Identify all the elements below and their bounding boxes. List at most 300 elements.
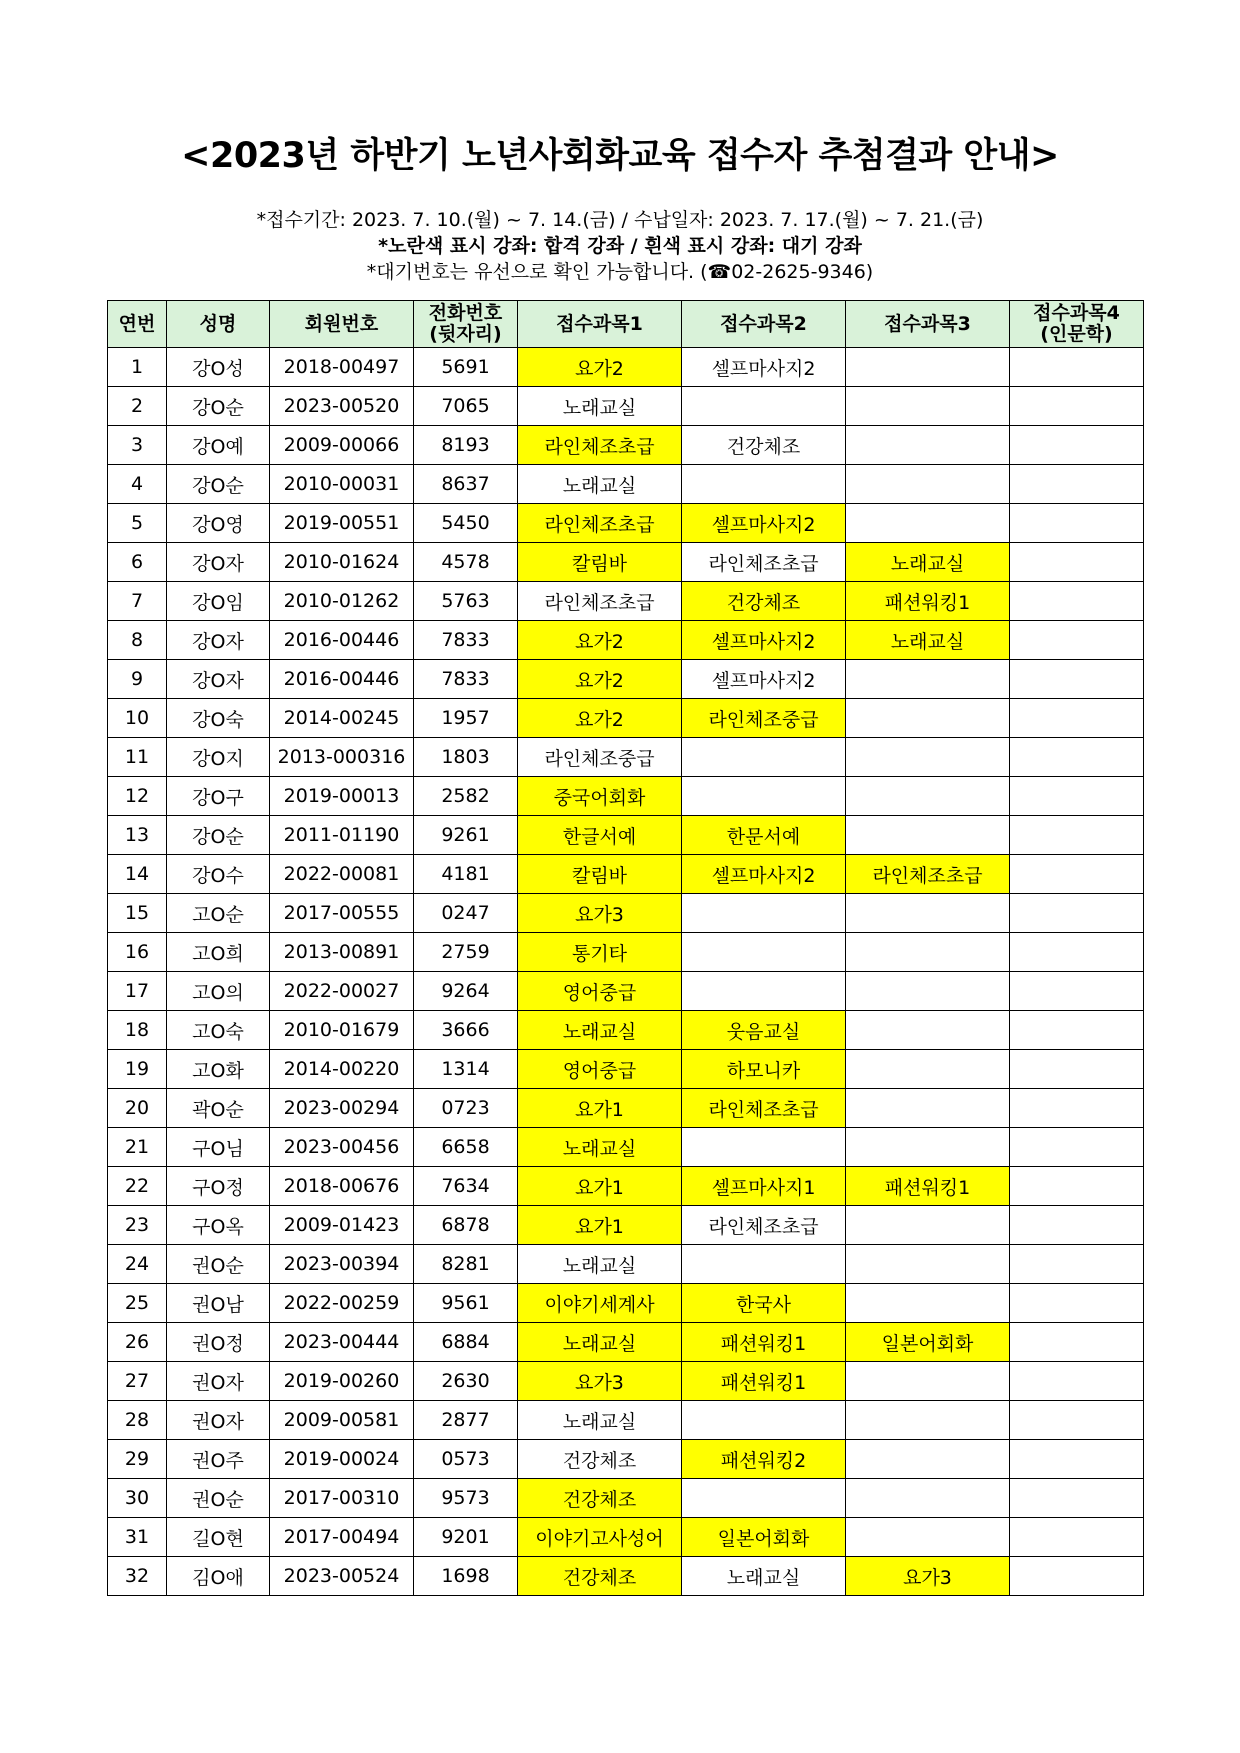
cell-course-1: 건강체조 <box>518 1557 682 1596</box>
cell-name: 곽O순 <box>167 1089 270 1128</box>
table-row <box>108 543 1144 582</box>
cell-no: 29 <box>108 1440 167 1479</box>
cell-member-no: 2017-00494 <box>270 1518 414 1557</box>
table-row <box>108 1206 1144 1245</box>
cell-no: 25 <box>108 1284 167 1323</box>
cell-no: 31 <box>108 1518 167 1557</box>
cell-phone: 2759 <box>414 933 518 972</box>
table-row <box>108 1245 1144 1284</box>
cell-course-3 <box>846 933 1010 972</box>
table-header-row <box>108 301 1144 348</box>
cell-member-no: 2010-01262 <box>270 582 414 621</box>
cell-phone: 6884 <box>414 1323 518 1362</box>
cell-course-4 <box>1010 1479 1144 1518</box>
cell-name: 강O숙 <box>167 699 270 738</box>
cell-course-3 <box>846 1128 1010 1167</box>
cell-no: 26 <box>108 1323 167 1362</box>
cell-course-3 <box>846 1206 1010 1245</box>
header-course-4: 접수과목4 (인문학) <box>1010 301 1144 348</box>
cell-course-2 <box>682 738 846 777</box>
cell-course-1: 중국어회화 <box>518 777 682 816</box>
cell-course-1: 요가3 <box>518 894 682 933</box>
cell-name: 권O순 <box>167 1245 270 1284</box>
cell-member-no: 2023-00520 <box>270 387 414 426</box>
notice-legend: *노란색 표시 강좌: 합격 강좌 / 흰색 표시 강좌: 대기 강좌 <box>378 235 862 257</box>
cell-course-3 <box>846 1362 1010 1401</box>
cell-member-no: 2009-01423 <box>270 1206 414 1245</box>
header-course-3: 접수과목3 <box>846 301 1010 348</box>
cell-phone: 7833 <box>414 621 518 660</box>
cell-course-3 <box>846 465 1010 504</box>
table-row <box>108 1323 1144 1362</box>
cell-phone: 8637 <box>414 465 518 504</box>
cell-member-no: 2019-00013 <box>270 777 414 816</box>
cell-course-2 <box>682 465 846 504</box>
cell-no: 16 <box>108 933 167 972</box>
cell-course-3 <box>846 387 1010 426</box>
cell-course-2: 라인체조중급 <box>682 699 846 738</box>
cell-course-3: 일본어회화 <box>846 1323 1010 1362</box>
cell-phone: 1957 <box>414 699 518 738</box>
table-row <box>108 1401 1144 1440</box>
cell-course-1: 노래교실 <box>518 1245 682 1284</box>
cell-name: 고O숙 <box>167 1011 270 1050</box>
cell-no: 12 <box>108 777 167 816</box>
cell-course-4 <box>1010 738 1144 777</box>
cell-phone: 9201 <box>414 1518 518 1557</box>
cell-course-3 <box>846 1245 1010 1284</box>
cell-course-3 <box>846 1089 1010 1128</box>
cell-course-3 <box>846 504 1010 543</box>
cell-no: 19 <box>108 1050 167 1089</box>
table-row <box>108 504 1144 543</box>
cell-name: 강O구 <box>167 777 270 816</box>
cell-name: 강O성 <box>167 348 270 387</box>
cell-course-2 <box>682 972 846 1011</box>
cell-course-3: 패션워킹1 <box>846 582 1010 621</box>
cell-course-4 <box>1010 1206 1144 1245</box>
cell-member-no: 2017-00310 <box>270 1479 414 1518</box>
cell-name: 구O옥 <box>167 1206 270 1245</box>
cell-name: 구O정 <box>167 1167 270 1206</box>
cell-course-3 <box>846 816 1010 855</box>
cell-course-4 <box>1010 816 1144 855</box>
cell-course-1: 요가2 <box>518 348 682 387</box>
table-row <box>108 1479 1144 1518</box>
cell-course-4 <box>1010 1557 1144 1596</box>
cell-member-no: 2019-00551 <box>270 504 414 543</box>
cell-no: 27 <box>108 1362 167 1401</box>
cell-member-no: 2022-00259 <box>270 1284 414 1323</box>
cell-course-4 <box>1010 1440 1144 1479</box>
cell-member-no: 2013-000316 <box>270 738 414 777</box>
table-row <box>108 582 1144 621</box>
cell-course-1: 라인체조초급 <box>518 426 682 465</box>
cell-course-4 <box>1010 1167 1144 1206</box>
cell-member-no: 2018-00497 <box>270 348 414 387</box>
header-name: 성명 <box>167 301 270 348</box>
cell-no: 20 <box>108 1089 167 1128</box>
cell-course-4 <box>1010 1284 1144 1323</box>
cell-course-1: 노래교실 <box>518 1323 682 1362</box>
cell-course-3 <box>846 1050 1010 1089</box>
notice-waitlist: *대기번호는 유선으로 확인 가능합니다. (☎02-2625-9346) <box>366 261 874 283</box>
header-phone: 전화번호 (뒷자리) <box>414 301 518 348</box>
cell-name: 고O순 <box>167 894 270 933</box>
cell-course-2: 한문서예 <box>682 816 846 855</box>
cell-phone: 4181 <box>414 855 518 894</box>
cell-course-4 <box>1010 582 1144 621</box>
cell-phone: 5450 <box>414 504 518 543</box>
cell-course-1: 노래교실 <box>518 1128 682 1167</box>
cell-course-2 <box>682 1245 846 1284</box>
cell-no: 17 <box>108 972 167 1011</box>
cell-name: 고O화 <box>167 1050 270 1089</box>
cell-member-no: 2023-00394 <box>270 1245 414 1284</box>
cell-member-no: 2019-00024 <box>270 1440 414 1479</box>
cell-member-no: 2016-00446 <box>270 621 414 660</box>
cell-course-3 <box>846 348 1010 387</box>
results-table <box>107 300 1144 1596</box>
table-row <box>108 699 1144 738</box>
cell-course-2 <box>682 894 846 933</box>
cell-name: 강O임 <box>167 582 270 621</box>
cell-no: 9 <box>108 660 167 699</box>
cell-course-4 <box>1010 933 1144 972</box>
cell-member-no: 2013-00891 <box>270 933 414 972</box>
cell-no: 28 <box>108 1401 167 1440</box>
cell-no: 18 <box>108 1011 167 1050</box>
table-row <box>108 1089 1144 1128</box>
cell-name: 권O남 <box>167 1284 270 1323</box>
cell-course-3: 노래교실 <box>846 543 1010 582</box>
cell-name: 강O예 <box>167 426 270 465</box>
cell-no: 8 <box>108 621 167 660</box>
table-row <box>108 348 1144 387</box>
cell-member-no: 2023-00444 <box>270 1323 414 1362</box>
table-row <box>108 1167 1144 1206</box>
cell-phone: 5763 <box>414 582 518 621</box>
cell-name: 강O영 <box>167 504 270 543</box>
cell-phone: 9561 <box>414 1284 518 1323</box>
cell-course-2 <box>682 1401 846 1440</box>
cell-course-1: 요가3 <box>518 1362 682 1401</box>
cell-course-2: 셀프마사지2 <box>682 660 846 699</box>
cell-course-1: 라인체조초급 <box>518 582 682 621</box>
cell-phone: 8281 <box>414 1245 518 1284</box>
cell-course-4 <box>1010 894 1144 933</box>
cell-course-1: 요가2 <box>518 660 682 699</box>
header-course-1: 접수과목1 <box>518 301 682 348</box>
cell-no: 23 <box>108 1206 167 1245</box>
cell-member-no: 2022-00027 <box>270 972 414 1011</box>
cell-course-3 <box>846 1284 1010 1323</box>
cell-phone: 7833 <box>414 660 518 699</box>
cell-no: 5 <box>108 504 167 543</box>
cell-course-4 <box>1010 660 1144 699</box>
cell-phone: 1698 <box>414 1557 518 1596</box>
cell-no: 2 <box>108 387 167 426</box>
cell-course-1: 노래교실 <box>518 1401 682 1440</box>
cell-course-3 <box>846 738 1010 777</box>
cell-course-1: 이야기세계사 <box>518 1284 682 1323</box>
cell-member-no: 2019-00260 <box>270 1362 414 1401</box>
cell-phone: 0573 <box>414 1440 518 1479</box>
cell-course-2: 노래교실 <box>682 1557 846 1596</box>
cell-course-1: 노래교실 <box>518 465 682 504</box>
cell-name: 강O순 <box>167 816 270 855</box>
table-row <box>108 1011 1144 1050</box>
cell-name: 권O자 <box>167 1362 270 1401</box>
cell-course-3 <box>846 1401 1010 1440</box>
cell-name: 김O애 <box>167 1557 270 1596</box>
cell-member-no: 2023-00294 <box>270 1089 414 1128</box>
cell-phone: 8193 <box>414 426 518 465</box>
cell-course-4 <box>1010 1245 1144 1284</box>
header-course-2: 접수과목2 <box>682 301 846 348</box>
cell-phone: 9264 <box>414 972 518 1011</box>
cell-course-1: 통기타 <box>518 933 682 972</box>
cell-member-no: 2016-00446 <box>270 660 414 699</box>
cell-course-2: 패션워킹1 <box>682 1323 846 1362</box>
cell-name: 구O님 <box>167 1128 270 1167</box>
cell-phone: 1803 <box>414 738 518 777</box>
cell-phone: 2582 <box>414 777 518 816</box>
cell-course-4 <box>1010 465 1144 504</box>
cell-course-2: 일본어회화 <box>682 1518 846 1557</box>
cell-no: 32 <box>108 1557 167 1596</box>
cell-course-4 <box>1010 621 1144 660</box>
cell-phone: 2877 <box>414 1401 518 1440</box>
cell-course-1: 요가2 <box>518 621 682 660</box>
cell-no: 7 <box>108 582 167 621</box>
cell-course-1: 요가1 <box>518 1089 682 1128</box>
cell-name: 권O정 <box>167 1323 270 1362</box>
cell-course-3: 패션워킹1 <box>846 1167 1010 1206</box>
cell-phone: 6658 <box>414 1128 518 1167</box>
header-member-no: 회원번호 <box>270 301 414 348</box>
header-no: 연번 <box>108 301 167 348</box>
table-row <box>108 1284 1144 1323</box>
cell-member-no: 2014-00220 <box>270 1050 414 1089</box>
table-row <box>108 1440 1144 1479</box>
cell-course-3 <box>846 777 1010 816</box>
cell-member-no: 2010-01679 <box>270 1011 414 1050</box>
cell-phone: 5691 <box>414 348 518 387</box>
page-title: <2023년 하반기 노년사회화교육 접수자 추첨결과 안내> <box>181 136 1059 176</box>
cell-name: 고O희 <box>167 933 270 972</box>
cell-name: 강O순 <box>167 387 270 426</box>
table-row <box>108 1362 1144 1401</box>
table-row <box>108 933 1144 972</box>
cell-course-4 <box>1010 972 1144 1011</box>
cell-course-3 <box>846 1518 1010 1557</box>
cell-member-no: 2011-01190 <box>270 816 414 855</box>
cell-member-no: 2017-00555 <box>270 894 414 933</box>
table-row <box>108 1050 1144 1089</box>
cell-course-3 <box>846 1440 1010 1479</box>
cell-course-4 <box>1010 1401 1144 1440</box>
cell-name: 길O현 <box>167 1518 270 1557</box>
cell-course-2: 셀프마사지1 <box>682 1167 846 1206</box>
table-body <box>108 348 1144 1596</box>
cell-name: 강O지 <box>167 738 270 777</box>
cell-course-2: 패션워킹1 <box>682 1362 846 1401</box>
cell-course-4 <box>1010 777 1144 816</box>
cell-no: 13 <box>108 816 167 855</box>
cell-course-2 <box>682 933 846 972</box>
cell-member-no: 2014-00245 <box>270 699 414 738</box>
cell-course-2: 셀프마사지2 <box>682 855 846 894</box>
cell-no: 1 <box>108 348 167 387</box>
cell-course-1: 라인체조초급 <box>518 504 682 543</box>
cell-course-4 <box>1010 348 1144 387</box>
table-row <box>108 387 1144 426</box>
cell-member-no: 2010-01624 <box>270 543 414 582</box>
cell-phone: 6878 <box>414 1206 518 1245</box>
cell-course-3: 요가3 <box>846 1557 1010 1596</box>
cell-no: 22 <box>108 1167 167 1206</box>
table-row <box>108 660 1144 699</box>
cell-course-1: 건강체조 <box>518 1440 682 1479</box>
cell-course-3 <box>846 1479 1010 1518</box>
cell-course-3: 노래교실 <box>846 621 1010 660</box>
cell-course-3 <box>846 894 1010 933</box>
cell-course-2: 패션워킹2 <box>682 1440 846 1479</box>
table-row <box>108 777 1144 816</box>
cell-course-1: 칼림바 <box>518 543 682 582</box>
cell-course-1: 건강체조 <box>518 1479 682 1518</box>
cell-course-3: 라인체조초급 <box>846 855 1010 894</box>
cell-course-3 <box>846 972 1010 1011</box>
cell-course-4 <box>1010 699 1144 738</box>
cell-member-no: 2022-00081 <box>270 855 414 894</box>
cell-course-4 <box>1010 1518 1144 1557</box>
table-row <box>108 621 1144 660</box>
notice-block <box>0 207 1240 285</box>
cell-course-4 <box>1010 1323 1144 1362</box>
cell-phone: 7065 <box>414 387 518 426</box>
cell-course-4 <box>1010 1128 1144 1167</box>
cell-course-2: 셀프마사지2 <box>682 348 846 387</box>
cell-no: 11 <box>108 738 167 777</box>
cell-course-1: 이야기고사성어 <box>518 1518 682 1557</box>
table-row <box>108 426 1144 465</box>
cell-phone: 9573 <box>414 1479 518 1518</box>
cell-member-no: 2023-00456 <box>270 1128 414 1167</box>
cell-course-2: 하모니카 <box>682 1050 846 1089</box>
cell-course-1: 영어중급 <box>518 1050 682 1089</box>
cell-course-2: 건강체조 <box>682 426 846 465</box>
cell-phone: 0723 <box>414 1089 518 1128</box>
cell-course-1: 요가1 <box>518 1206 682 1245</box>
cell-member-no: 2023-00524 <box>270 1557 414 1596</box>
table-row <box>108 738 1144 777</box>
cell-no: 21 <box>108 1128 167 1167</box>
cell-course-4 <box>1010 1050 1144 1089</box>
cell-phone: 1314 <box>414 1050 518 1089</box>
cell-name: 권O순 <box>167 1479 270 1518</box>
notice-period: *접수기간: 2023. 7. 10.(월) ~ 7. 14.(금) / 수납일자: 2023. 7. 17.(월) ~ 7. 21.(금) <box>256 209 984 231</box>
cell-course-4 <box>1010 387 1144 426</box>
cell-course-4 <box>1010 1011 1144 1050</box>
cell-no: 15 <box>108 894 167 933</box>
cell-course-4 <box>1010 426 1144 465</box>
cell-member-no: 2018-00676 <box>270 1167 414 1206</box>
cell-phone: 0247 <box>414 894 518 933</box>
cell-course-4 <box>1010 1362 1144 1401</box>
cell-member-no: 2009-00581 <box>270 1401 414 1440</box>
cell-course-4 <box>1010 855 1144 894</box>
table-row <box>108 855 1144 894</box>
cell-name: 고O의 <box>167 972 270 1011</box>
cell-course-4 <box>1010 504 1144 543</box>
cell-course-2: 라인체조초급 <box>682 543 846 582</box>
cell-course-2: 라인체조초급 <box>682 1206 846 1245</box>
cell-phone: 4578 <box>414 543 518 582</box>
cell-course-3 <box>846 660 1010 699</box>
cell-course-1: 한글서예 <box>518 816 682 855</box>
cell-name: 강O수 <box>167 855 270 894</box>
cell-course-1: 요가2 <box>518 699 682 738</box>
cell-course-3 <box>846 699 1010 738</box>
table-row <box>108 1128 1144 1167</box>
cell-course-4 <box>1010 543 1144 582</box>
cell-no: 3 <box>108 426 167 465</box>
cell-member-no: 2010-00031 <box>270 465 414 504</box>
cell-no: 24 <box>108 1245 167 1284</box>
cell-course-1: 칼림바 <box>518 855 682 894</box>
cell-name: 강O순 <box>167 465 270 504</box>
cell-course-2: 웃음교실 <box>682 1011 846 1050</box>
cell-course-4 <box>1010 1089 1144 1128</box>
cell-member-no: 2009-00066 <box>270 426 414 465</box>
table-row <box>108 894 1144 933</box>
cell-course-1: 영어중급 <box>518 972 682 1011</box>
cell-course-1: 노래교실 <box>518 387 682 426</box>
cell-name: 강O자 <box>167 543 270 582</box>
table-row <box>108 816 1144 855</box>
cell-course-2 <box>682 777 846 816</box>
cell-phone: 9261 <box>414 816 518 855</box>
cell-course-2: 셀프마사지2 <box>682 504 846 543</box>
cell-course-2: 셀프마사지2 <box>682 621 846 660</box>
cell-course-2 <box>682 1128 846 1167</box>
cell-course-2: 한국사 <box>682 1284 846 1323</box>
cell-phone: 3666 <box>414 1011 518 1050</box>
cell-name: 권O주 <box>167 1440 270 1479</box>
table-row <box>108 972 1144 1011</box>
cell-course-2 <box>682 1479 846 1518</box>
cell-course-3 <box>846 1011 1010 1050</box>
cell-no: 30 <box>108 1479 167 1518</box>
cell-phone: 2630 <box>414 1362 518 1401</box>
cell-name: 강O자 <box>167 660 270 699</box>
cell-course-1: 노래교실 <box>518 1011 682 1050</box>
cell-course-2: 건강체조 <box>682 582 846 621</box>
cell-course-3 <box>846 426 1010 465</box>
cell-course-1: 요가1 <box>518 1167 682 1206</box>
cell-phone: 7634 <box>414 1167 518 1206</box>
cell-no: 6 <box>108 543 167 582</box>
table-row <box>108 465 1144 504</box>
cell-name: 강O자 <box>167 621 270 660</box>
cell-name: 권O자 <box>167 1401 270 1440</box>
cell-no: 14 <box>108 855 167 894</box>
cell-no: 4 <box>108 465 167 504</box>
table-row <box>108 1557 1144 1596</box>
cell-no: 10 <box>108 699 167 738</box>
